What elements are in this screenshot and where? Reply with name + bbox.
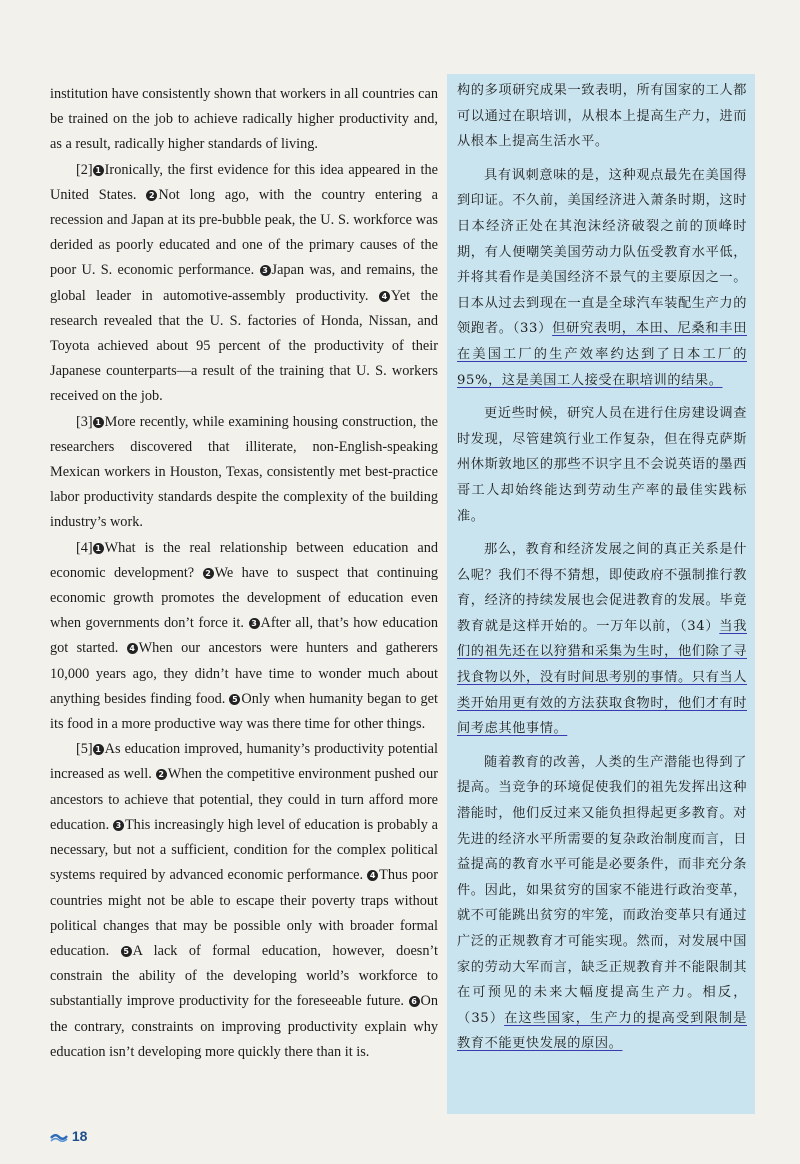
page-number: 18 [71, 1128, 88, 1144]
sentence: Yet the research revealed that the U. S. factories of Honda, Nissan, and Toyota achieved about 95 percent of the productivity of their Japanese counterparts—a result of the training that U. S. workers received on the job. [50, 287, 438, 405]
sentence-marker-1: 1 [93, 543, 104, 554]
sentence-marker-5: 5 [229, 694, 240, 705]
sentence: We have to suspect that continuing economic growth promotes the development of education even when governments don’t force it. [50, 564, 439, 632]
paragraph-number: [5] [76, 741, 93, 758]
translation-text: 随着教育的改善，人类的生产潜能也得到了提高。当竞争的环境促使我们的祖先发挥出这种潜能时，他们反过来又能负担得起更多教育。对先进的经济水平所需要的复杂政治制度而言，日益提高的教育水平可能是必要条件，而非充分条件。因此，如果贫穷的国家不能进行政治变革，就不可能跳出贫穷的牢笼，而政治变革只有通过广泛的正规教育才可能实现。然而，对发展中国家的劳动大军而言，缺乏正规教育并不能限制其在可预见的未来大幅度提高生产力。相反，（35） [457, 754, 747, 1026]
sentence: As education improved, humanity’s productivity potential increased as well. [50, 741, 438, 783]
sentence: What is the real relationship between education and economic development? [50, 539, 438, 581]
sentence: After all, that’s how education got started. [50, 615, 438, 657]
sentence: Not long ago, with the country entering a recession and Japan at its pre-bubble peak, the U. S. workforce was derided as poorly educated and one of the primary causes of the poor U. S. economic performance. [50, 186, 438, 279]
english-column [50, 82, 438, 1065]
sentence-marker-2: 2 [203, 568, 214, 579]
sentence: Ironically, the first evidence for this idea appeared in the United States. [50, 161, 438, 203]
sentence: Only when humanity began to get its food in a more productive way was there time for other things. [50, 690, 438, 733]
paragraph-continuation: institution have consistently shown that workers in all countries can be trained on the job to achieve radically higher productivity and, as a result, radically higher standards of living. [50, 86, 438, 153]
paragraph-5 [50, 737, 438, 1065]
sentence-marker-3: 3 [113, 820, 124, 831]
translation-panel [447, 74, 755, 1114]
page-footer [50, 1128, 87, 1144]
paragraph-4 [50, 536, 438, 738]
sentence-marker-3: 3 [249, 618, 260, 629]
sentence: This increasingly high level of education is probably a necessary, but not a sufficient, condition for the complex political systems required by advanced economic performance. [50, 816, 438, 884]
translation-text: 具有讽刺意味的是，这种观点最先在美国得到印证。不久前，美国经济进入萧条时期，这时日本经济正处在其泡沫经济破裂之前的顶峰时期，有人便嘲笑美国劳动力队伍受教育水平低，并将其看作是美国经济不景气的主要原因之一。日本从过去到现在一直是全球汽车装配生产力的领跑者。（33） [457, 167, 747, 337]
translation-paragraph-2 [457, 163, 747, 393]
sentence-marker-4: 4 [379, 291, 390, 302]
answer-33-underlined: 但研究表明，本田、尼桑和丰田在美国工厂的生产效率约达到了日本工厂的95%，这是美国工人接受在职培训的结果。 [457, 321, 747, 388]
sentence-marker-6: 6 [409, 996, 420, 1007]
sentence-marker-4: 4 [367, 870, 378, 881]
chinese-translation [457, 78, 747, 1057]
paragraph-2 [50, 158, 438, 410]
sentence: Japan was, and remains, the global leader in automotive-assembly productivity. [50, 262, 438, 304]
sentence-marker-1: 1 [93, 165, 104, 176]
sentence-marker-2: 2 [156, 769, 167, 780]
sentence-marker-4: 4 [127, 643, 138, 654]
sentence: When the competitive environment pushed our ancestors to achieve that potential, they could in turn afford more education. [50, 766, 438, 833]
paragraph-number: [3] [76, 413, 93, 430]
sentence: More recently, while examining housing construction, the researchers discovered that illiterate, non-English-speaking Mexican workers in Houston, Texas, consistently met best-practice labor productivity standards despite the complexity of the building industry’s work. [50, 413, 438, 531]
sentence-marker-1: 1 [93, 744, 104, 755]
sentence: A lack of formal education, however, doesn’t constrain the ability of the developing world’s workforce to substantially improve productivity for the foreseeable future. [50, 942, 438, 1010]
sentence: Thus poor countries might not be able to escape their poverty traps without political changes that may be possible only with broader formal education. [50, 867, 438, 959]
paragraph-number: [4] [76, 539, 93, 556]
answer-35-underlined: 在这些国家，生产力的提高受到限制是教育不能更快发展的原因。 [457, 1010, 748, 1052]
sentence-marker-3: 3 [260, 265, 271, 276]
wave-icon [50, 1132, 68, 1142]
translation-text: 那么，教育和经济发展之间的真正关系是什么呢？我们不得不猜想，即使政府不强制推行教育，经济的持续发展也会促进教育的发展。毕竟教育就是这样开始的。一万年以前，（34） [457, 542, 747, 634]
translation-paragraph-5 [457, 750, 747, 1057]
answer-34-underlined: 当我们的祖先还在以狩猎和采集为生时，他们除了寻找食物以外，没有时间思考别的事情。只有当人类开始用更有效的方法获取食物时，他们才有时间考虑其他事情。 [457, 618, 747, 737]
sentence: On the contrary, constraints on improving productivity explain why education isn’t developing more quickly there than it is. [50, 993, 438, 1060]
translation-paragraph-3: 更近些时候，研究人员在进行住房建设调查时发现，尽管建筑行业工作复杂，但在得克萨斯州休斯敦地区的那些不识字且不会说英语的墨西哥工人却始终能达到劳动生产率的最佳实践标准。 [457, 406, 747, 524]
sentence: When our ancestors were hunters and gatherers 10,000 years ago, they didn’t have time to wonder much about anything besides finding food. [50, 640, 438, 707]
translation-paragraph-4 [457, 537, 747, 742]
paragraph-number: [2] [76, 161, 93, 178]
paragraph-3 [50, 410, 438, 536]
sentence-marker-2: 2 [146, 190, 157, 201]
translation-continuation: 构的多项研究成果一致表明，所有国家的工人都可以通过在职培训，从根本上提高生产力，进而从根本上提高生活水平。 [457, 83, 747, 150]
sentence-marker-1: 1 [93, 417, 104, 428]
sentence-marker-5: 5 [121, 946, 132, 957]
